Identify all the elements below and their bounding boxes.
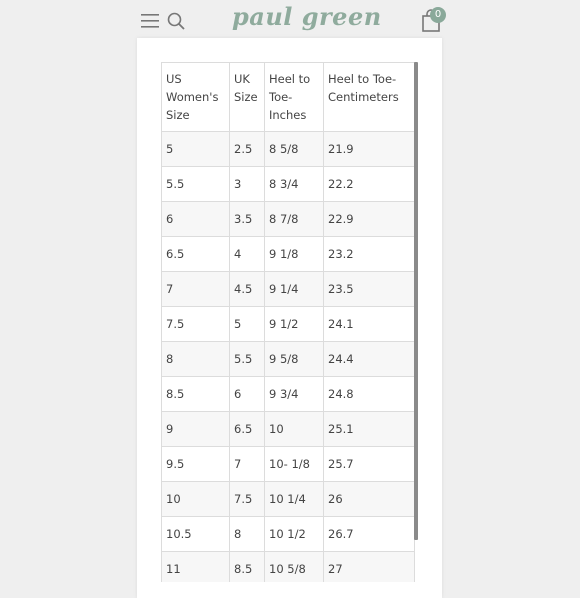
centimeters-cell: 24.4 [324, 342, 415, 377]
us-size-cell: 8.5 [162, 377, 230, 412]
uk-size-cell: 2.5 [230, 132, 265, 167]
centimeters-cell: 25.1 [324, 412, 415, 447]
uk-size-cell: 8 [230, 517, 265, 552]
inches-cell: 9 1/8 [265, 237, 324, 272]
table-row [162, 412, 415, 447]
uk-size-cell: 5.5 [230, 342, 265, 377]
centimeters-cell: 22.9 [324, 202, 415, 237]
us-size-cell: 7 [162, 272, 230, 307]
inches-cell: 8 7/8 [265, 202, 324, 237]
uk-size-cell: 7.5 [230, 482, 265, 517]
uk-size-cell: 4.5 [230, 272, 265, 307]
us-size-cell: 10.5 [162, 517, 230, 552]
inches-cell: 10 5/8 [265, 552, 324, 583]
us-size-cell: 10 [162, 482, 230, 517]
uk-size-cell: 7 [230, 447, 265, 482]
centimeters-cell: 21.9 [324, 132, 415, 167]
table-row [162, 132, 415, 167]
uk-size-cell: 6.5 [230, 412, 265, 447]
centimeters-cell: 26.7 [324, 517, 415, 552]
table-row [162, 167, 415, 202]
inches-cell: 9 5/8 [265, 342, 324, 377]
inches-cell: 9 3/4 [265, 377, 324, 412]
table-row [162, 517, 415, 552]
table-row [162, 272, 415, 307]
uk-size-cell: 8.5 [230, 552, 265, 583]
centimeters-cell: 23.2 [324, 237, 415, 272]
us-size-cell: 9 [162, 412, 230, 447]
inches-cell: 8 5/8 [265, 132, 324, 167]
table-row [162, 377, 415, 412]
inches-cell: 8 3/4 [265, 167, 324, 202]
table-row [162, 342, 415, 377]
us-size-cell: 6 [162, 202, 230, 237]
us-size-cell: 9.5 [162, 447, 230, 482]
inches-cell: 10- 1/8 [265, 447, 324, 482]
centimeters-cell: 26 [324, 482, 415, 517]
table-header-row [162, 63, 415, 132]
centimeters-cell: 24.8 [324, 377, 415, 412]
hamburger-menu-icon[interactable] [141, 13, 159, 27]
centimeters-cell: 22.2 [324, 167, 415, 202]
table-row [162, 447, 415, 482]
uk-size-cell: 5 [230, 307, 265, 342]
table-row [162, 552, 415, 583]
centimeters-cell: 24.1 [324, 307, 415, 342]
us-size-cell: 7.5 [162, 307, 230, 342]
us-size-cell: 5.5 [162, 167, 230, 202]
table-row [162, 482, 415, 517]
site-header [0, 0, 580, 40]
uk-size-cell: 6 [230, 377, 265, 412]
uk-size-cell: 3 [230, 167, 265, 202]
table-row [162, 237, 415, 272]
centimeters-cell: 25.7 [324, 447, 415, 482]
us-size-cell: 8 [162, 342, 230, 377]
us-size-cell: 5 [162, 132, 230, 167]
inches-cell: 10 1/2 [265, 517, 324, 552]
column-header-us-size: US Women's Size [162, 63, 230, 132]
us-size-cell: 11 [162, 552, 230, 583]
inches-cell: 9 1/2 [265, 307, 324, 342]
brand-logo[interactable]: paul green [232, 2, 382, 31]
inches-cell: 9 1/4 [265, 272, 324, 307]
inches-cell: 10 1/4 [265, 482, 324, 517]
centimeters-cell: 23.5 [324, 272, 415, 307]
table-row [162, 307, 415, 342]
table-row [162, 202, 415, 237]
cart-count-badge: 0 [430, 7, 446, 23]
size-chart-card [137, 38, 442, 598]
column-header-uk-size: UK Size [230, 63, 265, 132]
us-size-cell: 6.5 [162, 237, 230, 272]
uk-size-cell: 4 [230, 237, 265, 272]
column-header-centimeters: Heel to Toe- Centimeters [324, 63, 415, 132]
centimeters-cell: 27 [324, 552, 415, 583]
table-scrollbar[interactable] [414, 62, 418, 540]
size-chart-table [161, 62, 415, 582]
uk-size-cell: 3.5 [230, 202, 265, 237]
search-icon[interactable] [167, 12, 185, 30]
size-chart-table-container[interactable] [161, 62, 416, 582]
inches-cell: 10 [265, 412, 324, 447]
column-header-inches: Heel to Toe- Inches [265, 63, 324, 132]
